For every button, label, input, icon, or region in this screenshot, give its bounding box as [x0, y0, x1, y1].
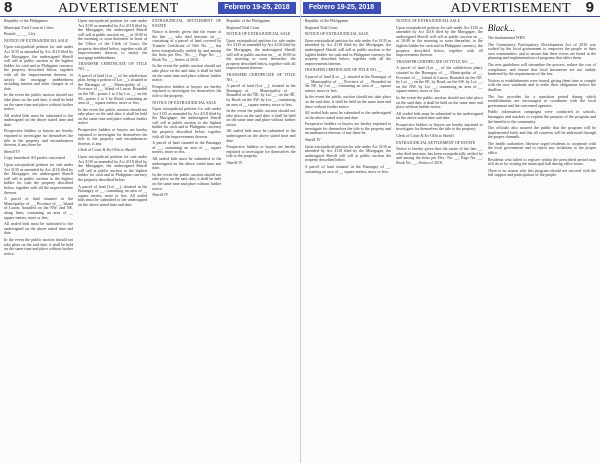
paragraph: Republic of the Philippines	[226, 19, 271, 23]
paragraph: A parcel of land (Lot __), situated in the Barangay of __, containing an area of __ square meters, more or less. All sealed bids must be submitted to the undersigned on the above stated time and date.	[78, 183, 148, 207]
paragraph: TRANSFER CERTIFICATE OF TITLE NO. __	[304, 67, 382, 73]
paragraph: All sealed bids must be submitted to the undersigned on the above stated time and date.	[4, 112, 74, 127]
paragraph: In the event the public auction should not take place on the said date, it shall be held on the same time and place without further notice.	[152, 63, 222, 83]
paragraph: All sealed bids must be submitted to the undersigned on the above stated time and date.	[396, 110, 483, 121]
right-page-header	[301, 0, 600, 17]
paragraph: Upon extrajudicial petition for sale under Act 3135 as amended by Act 4118 filed by the Mortgagee, the undersigned Sheriff will sell at public auction on __ at 10:00 in the morning or soon thereafter, the property described below, together with all improvements thereon.	[226, 37, 296, 71]
paragraph: All sealed bids must be submitted to the undersigned on the above stated time and date.	[4, 221, 74, 236]
paragraph: Republic of the Philippines	[4, 19, 48, 23]
paragraph: The law provides for a transition period during which establishments are encouraged to coordinate with the local government and the concerned agencies.	[487, 93, 596, 108]
paragraph: Residents who failed to register within the prescribed period may still do so by visiting the municipal hall during office hours.	[487, 156, 596, 167]
paragraph: Republic of the Philippines	[304, 19, 349, 23]
notice-column	[152, 19, 221, 461]
paragraph: In the event the public auction should not take place on the said date, it shall be held on the same time and place without further notice.	[4, 92, 74, 112]
paragraph: NOTICE OF EXTRAJUDICIAL SALE	[396, 19, 461, 23]
notice-column	[305, 19, 392, 461]
paragraph: Regional Trial Court	[304, 24, 338, 30]
paragraph: Notice is hereby given that the estate of the late __, who died intestate on __, consisting of a parcel of land covered by Transfer Certificate of Title No. __, has been extrajudicially settled by and among the heirs per Doc. No. __; Page No. __; Book No. __; Series of 2018.	[152, 29, 222, 62]
paragraph: A parcel of land situated in the Municipality of __, Province of __, Island of Luzon, bounded on the NW. and NE. along lines, containing an area of __ square meters, more or less.	[4, 196, 74, 220]
paragraph: Notices to establishments were issued, giving them time to comply with the new standards and to settle their obligations before the deadline.	[487, 77, 596, 92]
paragraph: In the event the public auction should not take place on the said date, it shall be held on the same time and place without further notice.	[226, 108, 296, 127]
paragraph: A parcel of land situated in the Barangay of __, containing an area of __ square meters, more or less.	[152, 140, 222, 155]
paragraph: The health authorities likewise urged residents to cooperate with the local government and to report any violations to the proper office.	[487, 140, 596, 156]
date-badge: Febrero 19-25, 2018	[303, 2, 381, 14]
paragraph: Branch __ , __ City	[4, 31, 36, 37]
paragraph: All sealed bids must be submitted to the undersigned on the above stated time and date.	[226, 128, 296, 143]
paragraph: Prospective bidders or buyers are hereby enjoined to investigate for themselves the title to the property.	[396, 121, 483, 132]
notice-column	[396, 19, 483, 461]
editorial-title-text: Black...	[487, 23, 515, 33]
paragraph: Upon extrajudicial petition for sale under Act 3135 as amended by Act 4118 filed by the Mortgagee, the undersigned Sheriff will sell at public auction on __ at 10:00 in the morning or soon thereafter in front of the Office of the Clerk of Court, the property described below, together with all improvements thereon, to satisfy the mortgage indebtedness.	[78, 19, 148, 60]
paragraph: NOTICE OF EXTRAJUDICIAL SALE	[226, 31, 291, 37]
paragraph: Public information campaigns were conducted in schools, barangays and markets to explain the purpose of the program and the benefits to the community.	[487, 109, 596, 124]
paragraph: Upon extrajudicial petition for sale under Act 3135 as amended by Act 4118 filed by the Mortgagee, the undersigned Sheriff will sell at public auction on __ at 10:00 in the morning or soon thereafter, to the highest bidder for cash and in Philippine currency, the property described below, together with all improvements thereon.	[396, 24, 483, 58]
paragraph: Copy furnished: All parties concerned	[4, 155, 65, 161]
paragraph: Sheriff IV	[304, 137, 321, 143]
paragraph: Prospective bidders or buyers are hereby enjoined to investigate for themselves the title to the property.	[226, 144, 296, 159]
paragraph: NOTICE OF EXTRAJUDICIAL SALE	[152, 99, 217, 105]
paragraph: All sealed bids must be submitted to the undersigned on the above stated time and date.	[304, 110, 392, 120]
paragraph: Notice is hereby given that the estate of the late __, who died intestate, has been extrajudicially settled by and among the heirs per Doc. No. __; Page No. __; Book No. __; Series of 2018.	[396, 146, 483, 166]
paragraph: A parcel of land (Lot __), situated in the Barangay of __, Municipality of __, Province of __. Bounded on the NE. by Lot __; containing an area of __ square meters, more or less.	[304, 73, 392, 93]
editorial-title	[488, 23, 596, 33]
paragraph: A parcel of land (Lot __ of the subdivision plan), situated in the Barangay of __, Municipality of __, Province of __, Island of Luzon. Bounded on the NE. by Lot __; on the SE. by Road; on the SW. by Lot __; on the NW. by Lot __; containing an area of __ square meters, more or less.	[396, 65, 483, 94]
paragraph: Sheriff IV	[152, 192, 169, 198]
paragraph: Municipal Trial Court in Cities	[4, 24, 54, 30]
paragraph: In the event the public auction should not take place on the said date, it shall be held on the same time and place without further notice.	[78, 106, 148, 126]
notice-column	[226, 19, 295, 461]
paragraph: EXTRAJUDICIAL SETTLEMENT OF ESTATE	[396, 139, 476, 145]
section-title: ADVERTISEMENT	[450, 1, 571, 16]
paragraph: Clerk of Court & Ex-Officio Sheriff	[396, 133, 454, 139]
notice-column	[4, 19, 73, 461]
date-badge: Febrero 19-25, 2018	[218, 2, 296, 14]
paragraph: NOTICE OF EXTRAJUDICIAL SALE	[304, 31, 369, 37]
page-number: 9	[585, 0, 594, 16]
right-page	[301, 0, 600, 463]
paragraph: In the event the public auction should not take place on the said date, it shall be held on the same time and place without further notice.	[4, 236, 74, 256]
paragraph: EXTRAJUDICIAL SETTLEMENT OF ESTATE	[152, 19, 222, 28]
paragraph: A parcel of land (Lot __ of the subdivision plan, being a portion of Lot __), situated in the Barangay of __, Municipality of __, Province of __, Island of Luzon. Bounded on the NE., points 1 to 2 by Lot __; on the SE., points 2 to 3 by Road; containing an area of __ square meters, more or less.	[78, 72, 148, 106]
paragraph: The new guidelines will streamline the process, reduce the cost of compliance, and ensure that local businesses are not unduly burdened by the requirements of the law.	[487, 61, 596, 77]
paragraph: TRANSFER CERTIFICATE OF TITLE NO. __	[396, 58, 474, 64]
paragraph: Upon extrajudicial petition for sale under Act 3135 as amended by Act 4118 filed by the Mortgagee, the undersigned Sheriff will sell at public auction to the highest bidder for cash and in Philippine currency the property described below.	[78, 154, 148, 182]
left-page-columns	[4, 19, 296, 461]
paragraph: Upon extrajudicial petition for sale under Act 3135 as amended by Act 4118 filed by the Mortgagee, the undersigned Sheriff will sell at public auction to the highest bidder for cash the property described below, together with all the improvements thereon.	[4, 162, 74, 195]
paragraph: TRANSFER CERTIFICATE OF TITLE NO. __	[226, 71, 296, 82]
paragraph: Upon extrajudicial petition for sale under Act 3135 as amended by Act 4118 filed by the Mortgagee, the undersigned Sheriff will sell at public auction to the highest bidder for cash and in Philippine currency the property described below, together with all the improvements thereon, to satisfy the mortgage indebtedness including interest and other charges as of date.	[4, 44, 74, 91]
paragraph: A parcel of land (Lot __), situated in the Barangay of __, Municipality of __. Bounded on the NE. by Lot __; on the SE. by Road; on the SW. by Lot __; containing an area of __ square meters, more or less.	[226, 83, 296, 107]
paragraph: NOTICE OF EXTRAJUDICIAL SALE	[4, 37, 68, 43]
paragraph: Upon extrajudicial petition for sale under Act 3135 as amended by Act 4118 filed by the Mortgagee, the undersigned Sheriff will sell at public auction the property described below.	[304, 143, 392, 163]
editorial-body	[488, 36, 596, 178]
paragraph: There is no reason why this program should not succeed with the full support and participation of the people.	[487, 167, 596, 178]
paragraph: Prospective bidders or buyers are hereby enjoined to investigate for themselves the title to the property and encumbrances thereon, if any.	[78, 127, 148, 146]
editorial-column	[488, 19, 596, 461]
paragraph: Sheriff IV	[4, 148, 21, 154]
paragraph: Upon extrajudicial petition for sale under Act 3135 as amended by Act 4118 filed by the Mortgagee, the undersigned Sheriff will sell at public auction to the highest bidder for cash and in Philippine currency the property described below, together with all the improvements thereon.	[304, 37, 392, 66]
page-number: 8	[4, 0, 13, 16]
paragraph: Prospective bidders or buyers are hereby enjoined to investigate for themselves the title to the property and encumbrances thereon, if any there be.	[4, 128, 74, 148]
paragraph: Sheriff IV	[226, 160, 243, 166]
paragraph: Upon extrajudicial petition for sale under Act 3135 as amended by Act 4118 filed by the Mortgagee, the undersigned Sheriff will sell at public auction to the highest bidder for cash and in Philippine currency the property described below, together with all the improvements thereon.	[152, 106, 222, 139]
paragraph: Prospective bidders or buyers are hereby enjoined to investigate for themselves the title to the property and encumbrances thereon, if any there be.	[304, 121, 392, 136]
right-page-columns	[305, 19, 597, 461]
notice-column	[78, 19, 147, 461]
paragraph: Prospective bidders or buyers are hereby enjoined to investigate for themselves the title to the property.	[152, 83, 222, 98]
paragraph: A parcel of land situated in the Barangay of __, containing an area of __ square meters, more or less.	[304, 164, 392, 174]
section-title: ADVERTISEMENT	[58, 1, 179, 16]
paragraph: The officials also assured the public that the program will be implemented fairly and that all concerns will be addressed through the proper channels.	[487, 125, 596, 140]
paragraph: Regional Trial Court	[226, 24, 260, 30]
paragraph: The Community Participatory Development Act of 2016 was crafted by the local government to empower the people in their own communities, and to ensure that their voices are heard in the planning and implementation of programs that affect them.	[487, 41, 596, 61]
paragraph: TRANSFER CERTIFICATE OF TITLE NO. __	[78, 61, 148, 71]
paragraph: All sealed bids must be submitted to the undersigned on the above stated time and date.	[152, 156, 222, 171]
paragraph: In the event the public auction should not take place on the said date, it shall be held on the same time and place without further notice.	[152, 171, 222, 191]
paragraph: Clerk of Court & Ex-Officio Sheriff	[78, 147, 136, 153]
left-page-header	[0, 0, 300, 17]
paragraph: In the event the public auction should not take place on the said date, it shall be held on the same time and place without further notice.	[396, 94, 483, 110]
paragraph: The fundamental WHY.	[487, 35, 526, 40]
paragraph: In the event the public auction should not take place on the said date, it shall be held on the same time and place without further notice.	[304, 94, 392, 109]
